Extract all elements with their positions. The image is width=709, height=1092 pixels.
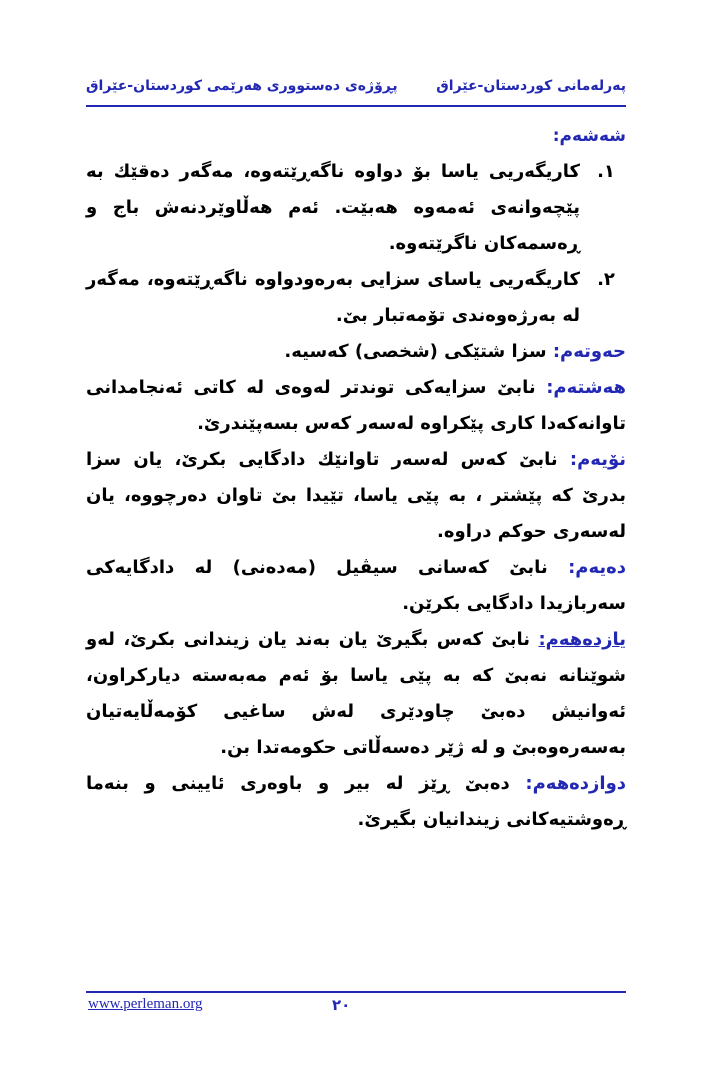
list-item-text: کاریگەریی یاسا بۆ دواوە ناگەڕێتەوە، مەگەر دەقێك بە پێچەوانەی ئەمەوە هەبێت. ئەم هەڵاوێردنەش باج و ڕەسمەکان ناگرێتەوە. [86, 161, 580, 254]
article-eighth [86, 370, 626, 442]
header-rule [86, 105, 626, 107]
article-label: حەوتەم: [552, 341, 626, 362]
footer-rule [86, 991, 626, 993]
article-label: دەیەم: [568, 557, 626, 578]
numbered-list [86, 154, 626, 334]
section-heading-sixth: شەشەم: [552, 126, 626, 146]
header-document-title: پڕۆژەی دەستووری هەرێمی کوردستان-عێراق [86, 78, 398, 94]
article-text: نابێ سزایەکی توندتر لەوەی لە کاتی ئەنجامدانی تاوانەکەدا کاری پێکراوە لەسەر کەس بسەپێندرێ. [86, 377, 626, 434]
article-label: هەشتەم: [546, 377, 626, 398]
list-item-text: کاریگەریی یاسای سزایی بەرەودواوە ناگەڕێتەوە، مەگەر لە بەرژەوەندی تۆمەتبار بێ. [86, 269, 580, 326]
article-text: دەبێ ڕێز لە بیر و باوەری ئایینی و بنەما ڕەوشتیەکانی زیندانیان بگیرێ. [86, 773, 626, 830]
article-text: سزا شتێکی (شخصی) کەسیە. [284, 341, 553, 362]
list-item-number: ٢. [597, 269, 615, 290]
article-ninth [86, 442, 626, 550]
document-body [86, 118, 626, 838]
list-item-number: ١. [597, 161, 615, 182]
article-tenth [86, 550, 626, 622]
list-item [86, 262, 626, 334]
article-eleventh [86, 622, 626, 766]
article-text: نابێ کەس بگیرێ یان بەند یان زیندانی بکرێ، لەو شوێنانە نەبێ کە بە پێی یاسا بۆ ئەم مەبەستە دیارکراون، ئەوانیش دەبێ چاودێری لەش ساغیی کۆمەڵایەتیان بەسەرەوەبێ و لە ژێر دەسەڵاتی حکومەتدا بن. [86, 629, 626, 758]
article-label: دوازدەهەم: [525, 773, 626, 794]
page-number: ٢٠ [332, 996, 351, 1014]
article-text: نابێ کەس لەسەر تاوانێك دادگایی بکرێ، یان سزا بدرێ کە پێشتر ، بە پێی یاسا، تێیدا بێ تاوان دەرچووە، یان لەسەری حوکم دراوە. [86, 449, 626, 542]
page-header [86, 78, 626, 100]
article-label: یازدەهەم: [538, 629, 626, 650]
article-label: نۆیەم: [569, 449, 626, 470]
list-item [86, 154, 626, 262]
footer-website-link[interactable]: www.perleman.org [88, 996, 203, 1012]
article-seventh [86, 334, 626, 370]
article-text: نابێ کەسانی سیڤیل (مەدەنی) لە دادگایەکی سەربازیدا دادگایی بکرێن. [86, 557, 626, 614]
article-twelfth [86, 766, 626, 838]
header-parliament-title: پەرلەمانی کوردستان-عێراق [436, 78, 626, 94]
